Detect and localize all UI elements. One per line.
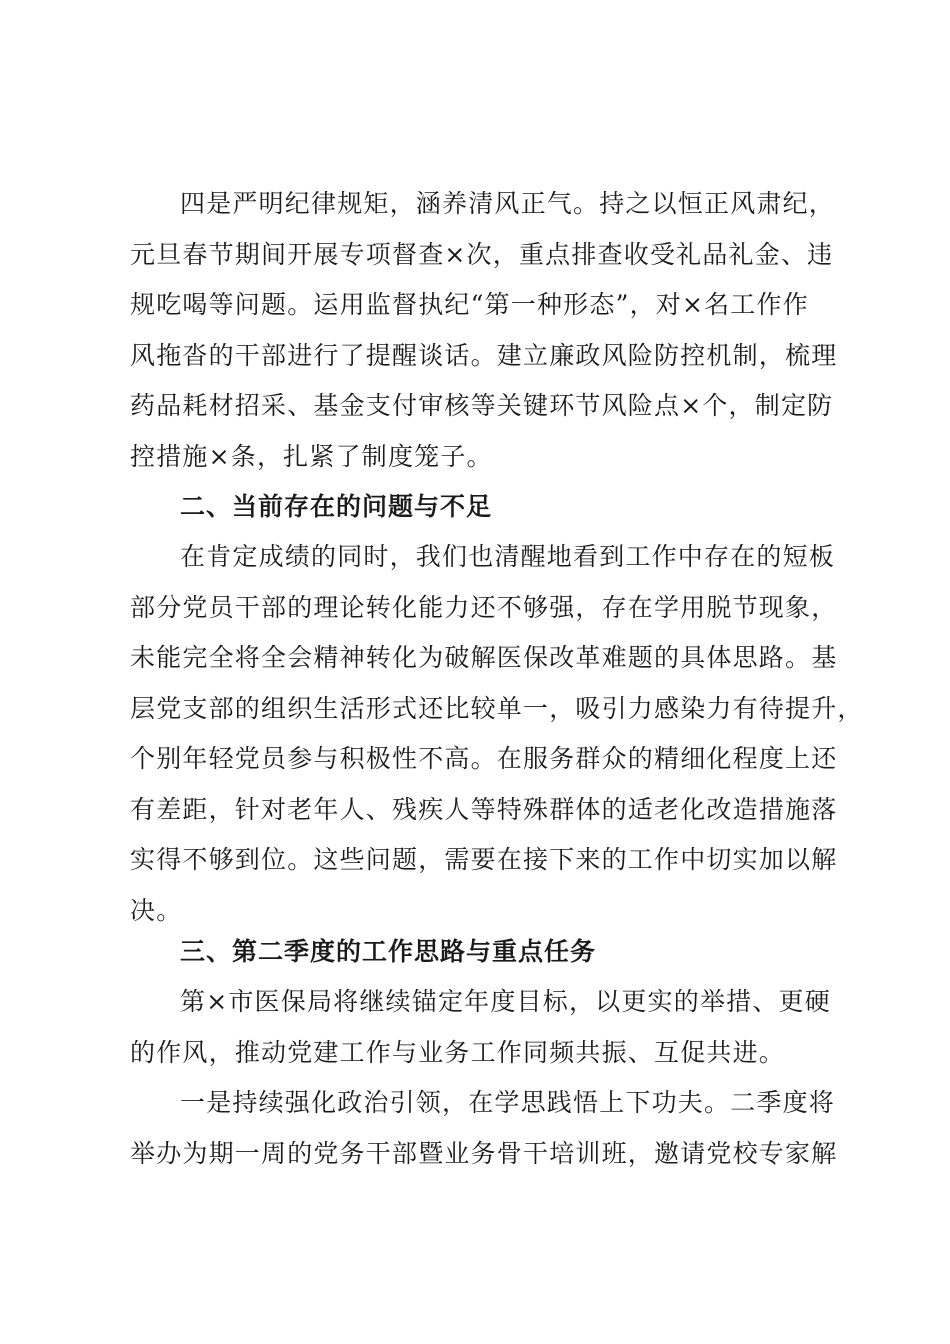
paragraph-problems (130, 532, 864, 936)
paragraph-discipline (130, 179, 845, 482)
text-line: 个别年轻党员参与积极性不高。在服务群众的精细化程度上还 (130, 744, 838, 773)
text-line: 部分党员干部的理论转化能力还不够强，存在学用脱节现象， (130, 592, 838, 622)
text-line: 风拖沓的干部进行了提醒谈话。建立廉政风险防控机制，梳理 (130, 340, 838, 370)
text-line: 实得不够到位。这些问题，需要在接下来的工作中切实加以解 (130, 845, 838, 874)
text-line: 层党支部的组织生活形式还比较单一，吸引力感染力有待提升， (130, 693, 864, 723)
text-line: 有差距，针对老年人、残疾人等特殊群体的适老化改造措施落 (130, 794, 838, 824)
heading-text: 三、第二季度的工作思路与重点任务 (180, 937, 597, 966)
text-line: 控措施×条，扎紧了制度笼子。 (130, 441, 493, 471)
section-heading-problems (130, 482, 845, 533)
text-line: 在肯定成绩的同时，我们也清醒地看到工作中存在的短板 (180, 542, 836, 571)
text-line: 未能完全将全会精神转化为破解医保改革难题的具体思路。基 (130, 643, 838, 672)
heading-text: 二、当前存在的问题与不足 (180, 492, 493, 521)
text-line: 规吃喝等问题。运用监督执纪“第一种形态”，对×名工作作 (130, 290, 809, 319)
text-line: 决。 (130, 895, 183, 925)
text-line: 药品耗材招采、基金支付审核等关键环节风险点×个，制定防 (130, 391, 834, 420)
text-line: 的作风，推动党建工作与业务工作同频共振、互促共进。 (130, 1037, 786, 1067)
paragraph-q2-intro (130, 977, 845, 1078)
text-line: 元旦春节期间开展专项督查×次，重点排查收受礼品礼金、违 (130, 239, 834, 269)
section-heading-q2-plan (130, 927, 845, 978)
paragraph-political-guidance (130, 1078, 845, 1179)
text-line: 四是严明纪律规矩，涵养清风正气。持之以恒正风肃纪， (180, 189, 836, 218)
text-line: 举办为期一周的党务干部暨业务骨干培训班，邀请党校专家解 (130, 1138, 838, 1168)
text-line: 第×市医保局将继续锚定年度目标，以更实的举措、更硬 (180, 987, 831, 1016)
text-line: 一是持续强化政治引领，在学思践悟上下功夫。二季度将 (180, 1088, 836, 1117)
